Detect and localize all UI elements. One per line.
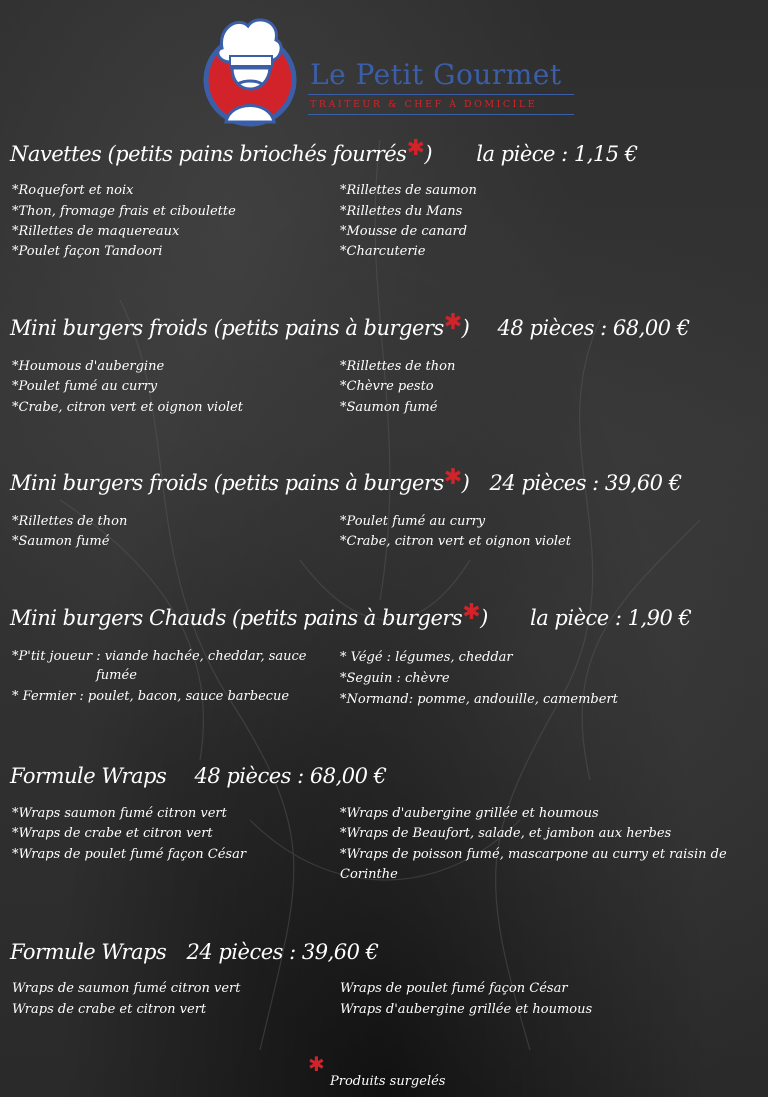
- list-item: *Poulet fumé au curry: [340, 514, 486, 529]
- list-item: * Végé : légumes, cheddar: [340, 650, 513, 665]
- chef-logo-icon: [200, 10, 300, 135]
- list-item: *Rillettes de maquereaux: [12, 224, 180, 239]
- frozen-star-icon: ✱: [462, 600, 481, 625]
- section-title-text: Mini burgers froids (petits pains à burgers: [10, 316, 444, 340]
- list-item: *Wraps de crabe et citron vert: [12, 826, 213, 841]
- list-item: *Charcuterie: [340, 244, 426, 259]
- list-item: fumée: [96, 668, 137, 683]
- list-item: *Seguin : chèvre: [340, 671, 450, 686]
- section-price: la pièce : 1,15 €: [476, 142, 638, 166]
- list-item: *Chèvre pesto: [340, 379, 434, 394]
- section-price: la pièce : 1,90 €: [530, 606, 692, 630]
- list-item: *Normand: pomme, andouille, camembert: [340, 692, 618, 707]
- list-item: *Poulet fumé au curry: [12, 379, 158, 394]
- section-title-text: Formule Wraps: [10, 940, 167, 964]
- section-title-mini-burgers-froids-24: Mini burgers froids (petits pains à burgers✱) 24 pièces : 39,60 €: [10, 465, 682, 495]
- list-item: *Rillettes du Mans: [340, 204, 463, 219]
- frozen-star-icon: ✱: [406, 136, 425, 161]
- brand-divider-top: [308, 94, 574, 95]
- list-item: *P'tit joueur : viande hachée, cheddar, sauce: [12, 649, 307, 664]
- section-title-mini-burgers-chauds: Mini burgers Chauds (petits pains à burgers✱) la pièce : 1,90 €: [10, 600, 692, 630]
- list-item: *Wraps de Beaufort, salade, et jambon aux herbes: [340, 826, 672, 841]
- list-item: * Fermier : poulet, bacon, sauce barbecue: [12, 689, 290, 704]
- list-item: *Rillettes de thon: [12, 514, 128, 529]
- list-item: *Saumon fumé: [340, 400, 438, 415]
- frozen-star-icon: ✱: [308, 1052, 325, 1076]
- brand-name: Le Petit Gourmet: [310, 58, 562, 91]
- brand-divider-bottom: [308, 114, 574, 115]
- section-title-text: Mini burgers Chauds (petits pains à burgers: [10, 606, 463, 630]
- brand-tagline: TRAITEUR & CHEF À DOMICILE: [310, 99, 538, 110]
- list-item: *Crabe, citron vert et oignon violet: [340, 534, 571, 549]
- list-item: *Poulet façon Tandoori: [12, 244, 163, 259]
- list-item: *Roquefort et noix: [12, 183, 134, 198]
- section-price: 48 pièces : 68,00 €: [497, 316, 690, 340]
- list-item: *Wraps d'aubergine grillée et houmous: [340, 806, 599, 821]
- section-price: 24 pièces : 39,60 €: [489, 471, 682, 495]
- list-item: *Wraps saumon fumé citron vert: [12, 806, 227, 821]
- footer-note: Produits surgelés: [330, 1074, 446, 1089]
- list-item: Wraps de saumon fumé citron vert: [12, 981, 241, 996]
- list-item: *Rillettes de thon: [340, 359, 456, 374]
- logo: [200, 10, 580, 135]
- section-title-formule-wraps-24: [10, 940, 379, 964]
- list-item: *Mousse de canard: [340, 224, 468, 239]
- frozen-star-icon: ✱: [443, 310, 462, 335]
- section-title-navettes: Navettes (petits pains briochés fourrés✱) la pièce : 1,15 €: [10, 136, 638, 166]
- list-item: Wraps de crabe et citron vert: [12, 1002, 207, 1017]
- section-title-text: Navettes (petits pains briochés fourrés: [10, 142, 407, 166]
- section-price: 24 pièces : 39,60 €: [186, 940, 379, 964]
- list-item: *Rillettes de saumon: [340, 183, 477, 198]
- list-item: *Wraps de poisson fumé, mascarpone au curry et raisin de: [340, 847, 727, 862]
- list-item: *Crabe, citron vert et oignon violet: [12, 400, 243, 415]
- list-item: *Saumon fumé: [12, 534, 110, 549]
- section-title-text: Mini burgers froids (petits pains à burgers: [10, 471, 444, 495]
- list-item: *Houmous d'aubergine: [12, 359, 165, 374]
- list-item: Wraps de poulet fumé façon César: [340, 981, 568, 996]
- list-item: *Thon, fromage frais et ciboulette: [12, 204, 236, 219]
- list-item: *Wraps de poulet fumé façon César: [12, 847, 247, 862]
- section-title-formule-wraps-48: [10, 764, 387, 788]
- section-price: 48 pièces : 68,00 €: [194, 764, 387, 788]
- frozen-star-icon: ✱: [443, 465, 462, 490]
- list-item: Corinthe: [340, 867, 398, 882]
- list-item: Wraps d'aubergine grillée et houmous: [340, 1002, 593, 1017]
- section-title-mini-burgers-froids-48: Mini burgers froids (petits pains à burgers✱) 48 pièces : 68,00 €: [10, 310, 690, 340]
- section-title-text: Formule Wraps: [10, 764, 167, 788]
